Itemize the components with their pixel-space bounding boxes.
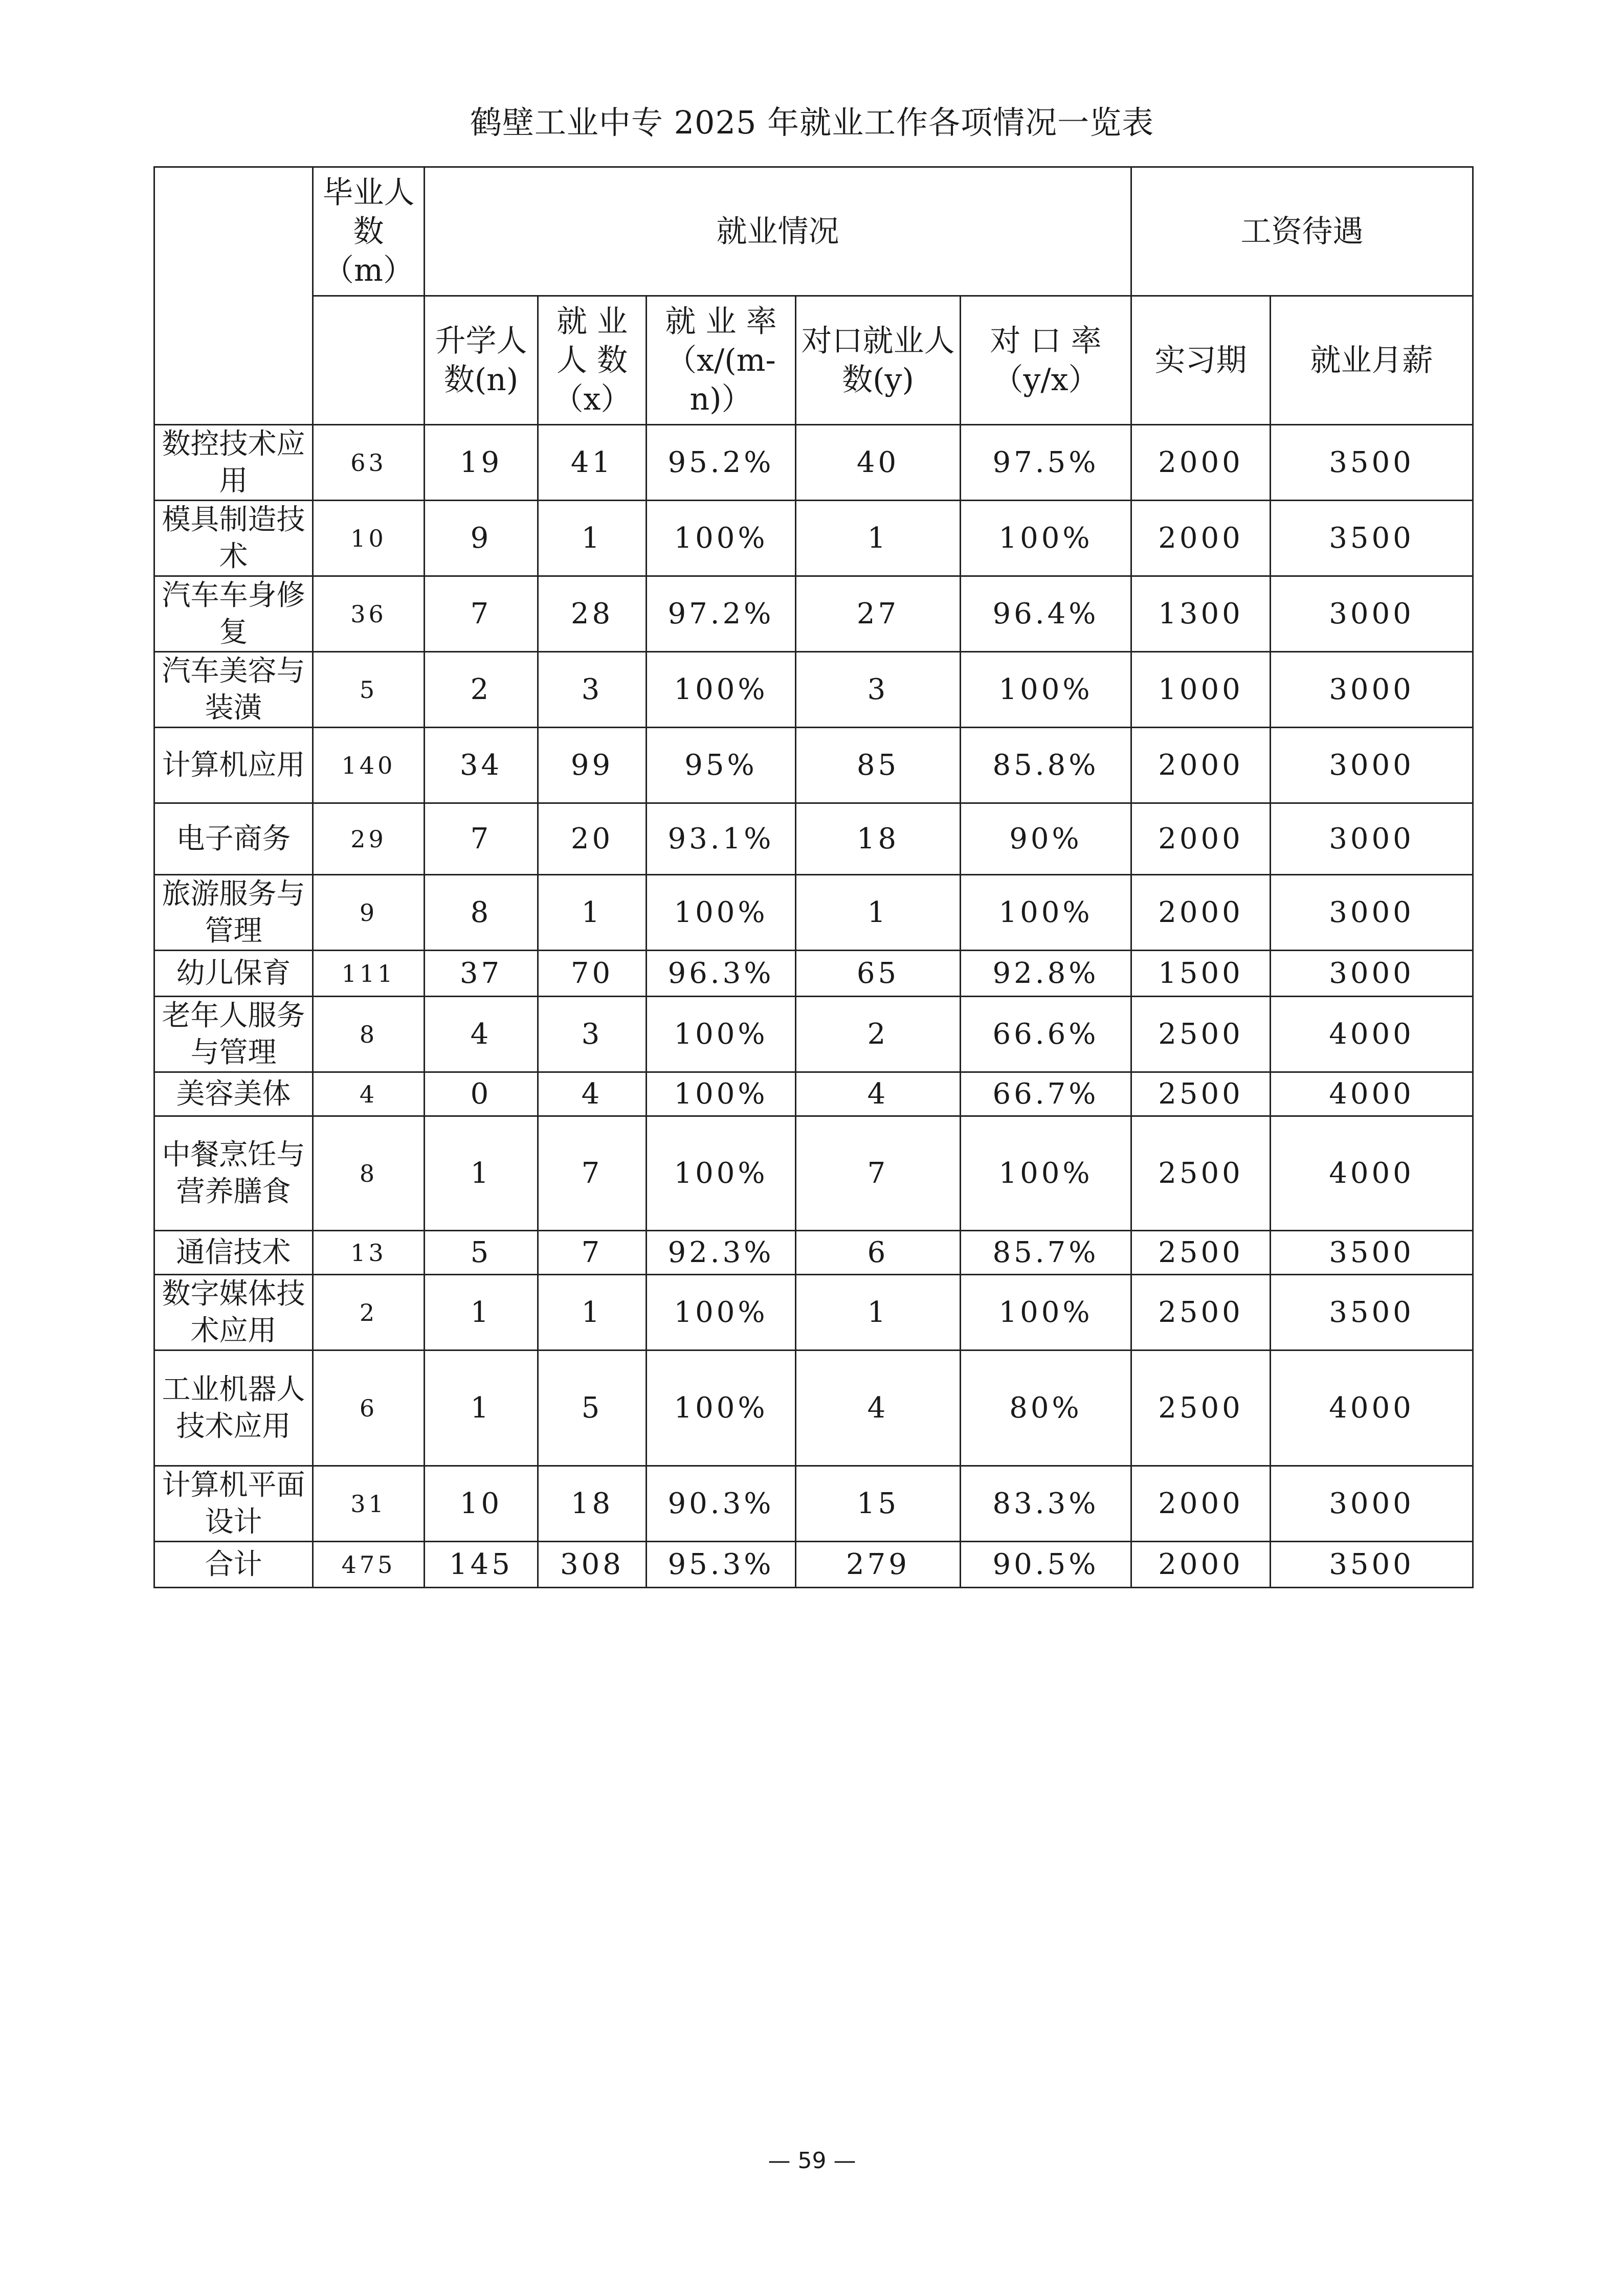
cell-match: 83.3% xyxy=(961,1466,1131,1542)
cell-intern: 2000 xyxy=(1131,875,1271,951)
cell-x: 1 xyxy=(538,501,647,576)
cell-match: 100% xyxy=(961,1116,1131,1231)
cell-salary: 3000 xyxy=(1271,951,1473,997)
cell-salary: 3000 xyxy=(1271,1466,1473,1542)
cell-intern: 2500 xyxy=(1131,1350,1271,1466)
cell-n: 8 xyxy=(425,875,538,951)
cell-intern: 2500 xyxy=(1131,1116,1271,1231)
cell-match: 100% xyxy=(961,1275,1131,1350)
cell-n: 7 xyxy=(425,576,538,652)
table-row xyxy=(154,1072,1473,1116)
cell-rate: 100% xyxy=(647,501,796,576)
cell-match: 90.5% xyxy=(961,1542,1131,1588)
cell-name: 合计 xyxy=(154,1542,313,1588)
cell-rate: 96.3% xyxy=(647,951,796,997)
cell-salary: 4000 xyxy=(1271,1072,1473,1116)
cell-salary: 4000 xyxy=(1271,997,1473,1072)
page-title: 鹤壁工业中专 2025 年就业工作各项情况一览表 xyxy=(470,104,1154,141)
cell-x: 70 xyxy=(538,951,647,997)
cell-n: 9 xyxy=(425,501,538,576)
cell-n: 4 xyxy=(425,997,538,1072)
header-matched-employed: 对口就业人数(y) xyxy=(796,296,961,425)
table-row xyxy=(154,425,1473,501)
cell-m: 140 xyxy=(313,728,425,803)
cell-y: 1 xyxy=(796,875,961,951)
header-employment-group: 就业情况 xyxy=(425,167,1131,296)
table-row xyxy=(154,951,1473,997)
cell-intern: 2000 xyxy=(1131,1542,1271,1588)
cell-n: 37 xyxy=(425,951,538,997)
cell-x: 5 xyxy=(538,1350,647,1466)
cell-n: 145 xyxy=(425,1542,538,1588)
header-employed: 就 业 人 数 （x） xyxy=(538,296,647,425)
cell-m: 13 xyxy=(313,1231,425,1275)
cell-x: 28 xyxy=(538,576,647,652)
cell-n: 10 xyxy=(425,1466,538,1542)
cell-n: 5 xyxy=(425,1231,538,1275)
cell-x: 308 xyxy=(538,1542,647,1588)
cell-match: 100% xyxy=(961,501,1131,576)
cell-rate: 100% xyxy=(647,1350,796,1466)
cell-x: 7 xyxy=(538,1231,647,1275)
cell-rate: 100% xyxy=(647,652,796,728)
cell-salary: 3500 xyxy=(1271,1231,1473,1275)
cell-m: 10 xyxy=(313,501,425,576)
cell-salary: 4000 xyxy=(1271,1116,1473,1231)
cell-y: 2 xyxy=(796,997,961,1072)
table-row xyxy=(154,1542,1473,1588)
cell-m: 36 xyxy=(313,576,425,652)
cell-intern: 2500 xyxy=(1131,997,1271,1072)
cell-m: 5 xyxy=(313,652,425,728)
cell-name: 模具制造技术 xyxy=(154,501,313,576)
cell-salary: 3000 xyxy=(1271,803,1473,875)
cell-intern: 2500 xyxy=(1131,1275,1271,1350)
cell-rate: 100% xyxy=(647,1072,796,1116)
cell-intern: 2000 xyxy=(1131,501,1271,576)
cell-intern: 2500 xyxy=(1131,1231,1271,1275)
cell-intern: 1300 xyxy=(1131,576,1271,652)
cell-rate: 100% xyxy=(647,1116,796,1231)
cell-x: 1 xyxy=(538,1275,647,1350)
cell-x: 99 xyxy=(538,728,647,803)
cell-intern: 2000 xyxy=(1131,803,1271,875)
cell-x: 41 xyxy=(538,425,647,501)
cell-match: 80% xyxy=(961,1350,1131,1466)
cell-n: 34 xyxy=(425,728,538,803)
cell-y: 3 xyxy=(796,652,961,728)
cell-name: 计算机应用 xyxy=(154,728,313,803)
header-blank xyxy=(313,296,425,425)
cell-y: 4 xyxy=(796,1072,961,1116)
cell-rate: 95.2% xyxy=(647,425,796,501)
cell-match: 66.7% xyxy=(961,1072,1131,1116)
cell-intern: 2000 xyxy=(1131,1466,1271,1542)
cell-salary: 3500 xyxy=(1271,1275,1473,1350)
cell-y: 4 xyxy=(796,1350,961,1466)
corner-cell xyxy=(154,167,313,425)
cell-name: 中餐烹饪与营养膳食 xyxy=(154,1116,313,1231)
cell-rate: 93.1% xyxy=(647,803,796,875)
cell-y: 15 xyxy=(796,1466,961,1542)
table-row xyxy=(154,875,1473,951)
cell-n: 1 xyxy=(425,1275,538,1350)
cell-m: 6 xyxy=(313,1350,425,1466)
cell-salary: 3000 xyxy=(1271,875,1473,951)
cell-name: 通信技术 xyxy=(154,1231,313,1275)
cell-intern: 2500 xyxy=(1131,1072,1271,1116)
table-row xyxy=(154,1350,1473,1466)
cell-m: 63 xyxy=(313,425,425,501)
header-salary-group: 工资待遇 xyxy=(1131,167,1473,296)
cell-name: 计算机平面设计 xyxy=(154,1466,313,1542)
cell-intern: 2000 xyxy=(1131,425,1271,501)
cell-name: 老年人服务与管理 xyxy=(154,997,313,1072)
cell-salary: 3500 xyxy=(1271,501,1473,576)
cell-m: 29 xyxy=(313,803,425,875)
header-further-study: 升学人数(n) xyxy=(425,296,538,425)
cell-intern: 1000 xyxy=(1131,652,1271,728)
employment-table xyxy=(153,166,1474,1588)
header-employment-rate: 就 业 率 （x/(m-n)） xyxy=(647,296,796,425)
table-row xyxy=(154,1231,1473,1275)
cell-rate: 100% xyxy=(647,997,796,1072)
cell-y: 279 xyxy=(796,1542,961,1588)
cell-n: 0 xyxy=(425,1072,538,1116)
cell-y: 27 xyxy=(796,576,961,652)
table-row xyxy=(154,1466,1473,1542)
cell-intern: 2000 xyxy=(1131,728,1271,803)
cell-n: 1 xyxy=(425,1116,538,1231)
cell-m: 8 xyxy=(313,1116,425,1231)
cell-n: 1 xyxy=(425,1350,538,1466)
cell-rate: 100% xyxy=(647,875,796,951)
cell-x: 1 xyxy=(538,875,647,951)
table-row xyxy=(154,1275,1473,1350)
table-row xyxy=(154,803,1473,875)
cell-match: 90% xyxy=(961,803,1131,875)
cell-y: 1 xyxy=(796,1275,961,1350)
cell-name: 汽车美容与装潢 xyxy=(154,652,313,728)
cell-salary: 4000 xyxy=(1271,1350,1473,1466)
cell-match: 96.4% xyxy=(961,576,1131,652)
cell-name: 电子商务 xyxy=(154,803,313,875)
cell-x: 20 xyxy=(538,803,647,875)
cell-m: 9 xyxy=(313,875,425,951)
cell-y: 1 xyxy=(796,501,961,576)
table-row xyxy=(154,501,1473,576)
cell-match: 100% xyxy=(961,875,1131,951)
cell-rate: 90.3% xyxy=(647,1466,796,1542)
header-internship: 实习期 xyxy=(1131,296,1271,425)
cell-y: 6 xyxy=(796,1231,961,1275)
cell-intern: 1500 xyxy=(1131,951,1271,997)
page-number: — 59 — xyxy=(768,2148,856,2174)
cell-m: 31 xyxy=(313,1466,425,1542)
table-row xyxy=(154,652,1473,728)
cell-match: 92.8% xyxy=(961,951,1131,997)
cell-name: 数字媒体技术应用 xyxy=(154,1275,313,1350)
cell-match: 97.5% xyxy=(961,425,1131,501)
cell-name: 旅游服务与管理 xyxy=(154,875,313,951)
header-matched-rate: 对 口 率 （y/x） xyxy=(961,296,1131,425)
cell-y: 40 xyxy=(796,425,961,501)
cell-m: 111 xyxy=(313,951,425,997)
cell-rate: 95.3% xyxy=(647,1542,796,1588)
cell-n: 7 xyxy=(425,803,538,875)
cell-match: 85.7% xyxy=(961,1231,1131,1275)
table-row xyxy=(154,576,1473,652)
cell-m: 4 xyxy=(313,1072,425,1116)
cell-name: 汽车车身修复 xyxy=(154,576,313,652)
cell-salary: 3000 xyxy=(1271,576,1473,652)
cell-match: 66.6% xyxy=(961,997,1131,1072)
cell-m: 8 xyxy=(313,997,425,1072)
cell-rate: 95% xyxy=(647,728,796,803)
cell-match: 100% xyxy=(961,652,1131,728)
cell-n: 2 xyxy=(425,652,538,728)
cell-name: 幼儿保育 xyxy=(154,951,313,997)
cell-name: 数控技术应用 xyxy=(154,425,313,501)
cell-match: 85.8% xyxy=(961,728,1131,803)
cell-m: 2 xyxy=(313,1275,425,1350)
cell-x: 7 xyxy=(538,1116,647,1231)
table-row xyxy=(154,1116,1473,1231)
cell-salary: 3000 xyxy=(1271,652,1473,728)
cell-x: 4 xyxy=(538,1072,647,1116)
cell-rate: 100% xyxy=(647,1275,796,1350)
cell-rate: 97.2% xyxy=(647,576,796,652)
cell-salary: 3500 xyxy=(1271,1542,1473,1588)
cell-rate: 92.3% xyxy=(647,1231,796,1275)
cell-n: 19 xyxy=(425,425,538,501)
cell-x: 3 xyxy=(538,652,647,728)
cell-m: 475 xyxy=(313,1542,425,1588)
cell-name: 美容美体 xyxy=(154,1072,313,1116)
table-row xyxy=(154,728,1473,803)
header-monthly-salary: 就业月薪 xyxy=(1271,296,1473,425)
cell-y: 85 xyxy=(796,728,961,803)
cell-salary: 3000 xyxy=(1271,728,1473,803)
header-graduates: 毕业人数（m） xyxy=(313,167,425,296)
cell-y: 65 xyxy=(796,951,961,997)
cell-y: 18 xyxy=(796,803,961,875)
table-row xyxy=(154,997,1473,1072)
cell-x: 3 xyxy=(538,997,647,1072)
cell-x: 18 xyxy=(538,1466,647,1542)
cell-y: 7 xyxy=(796,1116,961,1231)
cell-name: 工业机器人技术应用 xyxy=(154,1350,313,1466)
cell-salary: 3500 xyxy=(1271,425,1473,501)
